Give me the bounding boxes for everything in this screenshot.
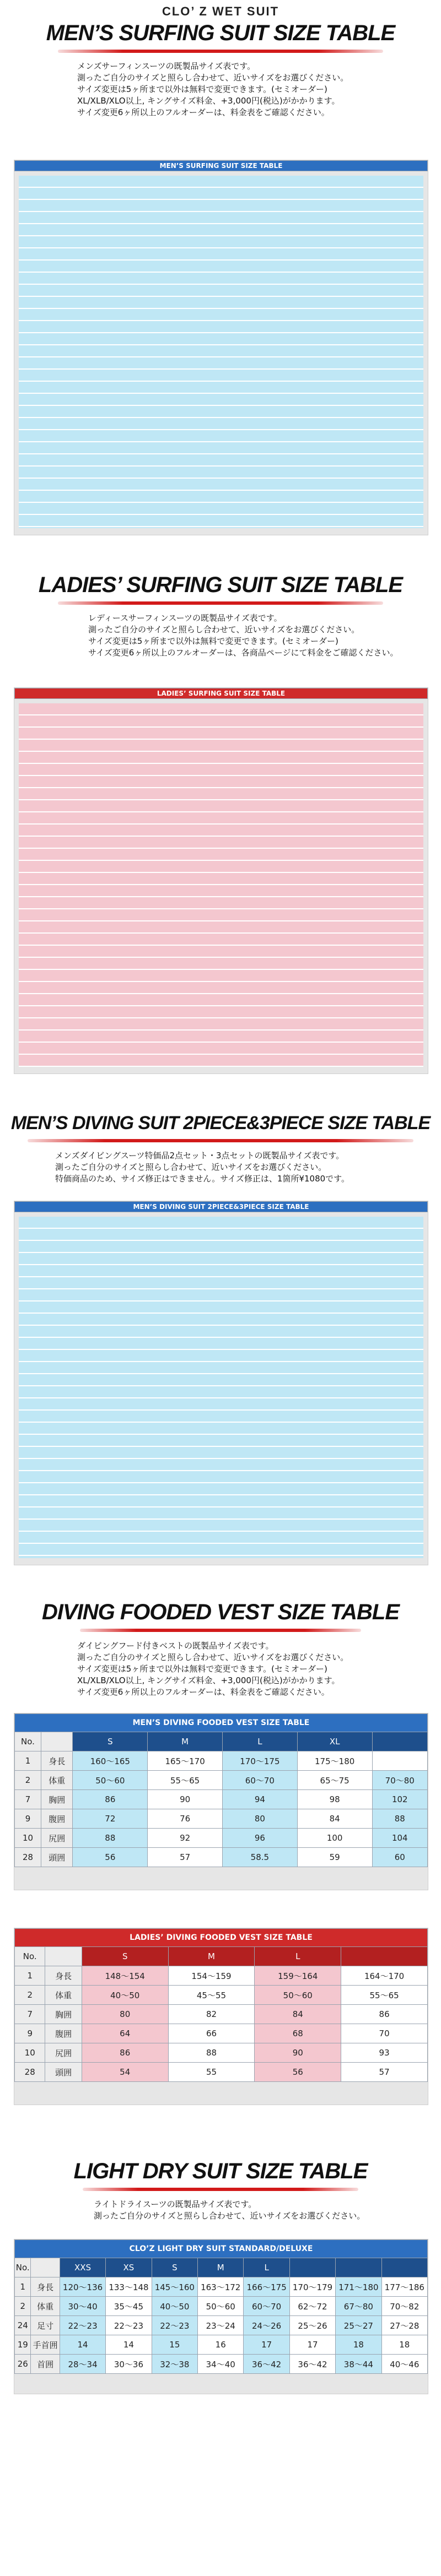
table-row (15, 2043, 428, 2063)
table-row (15, 2297, 428, 2316)
size-header: S (82, 1947, 168, 1966)
size-header: M (148, 1732, 223, 1751)
table-cell: 145〜160 (152, 2277, 197, 2297)
row-number: 26 (15, 2355, 31, 2374)
table-cell: 30〜40 (60, 2297, 105, 2316)
table-cell: 50〜60 (198, 2297, 244, 2316)
mens-surf-table-body (19, 176, 423, 528)
row-name: 体重 (31, 2297, 60, 2316)
row-name: 足寸 (31, 2316, 60, 2335)
table-cell: 84 (255, 2005, 341, 2024)
table-cell: 40〜46 (381, 2355, 427, 2374)
table-cell: 102 (372, 1790, 427, 1809)
table-cell: 100 (297, 1829, 372, 1848)
ladies-surf-table (14, 687, 428, 1074)
table-cell: 40〜50 (82, 1986, 168, 2005)
table-cell: 70〜80 (372, 1771, 427, 1790)
table-cell (372, 1751, 427, 1771)
table-cell: 88 (372, 1809, 427, 1829)
table-cell: 50〜60 (73, 1771, 148, 1790)
table-cell: 14 (60, 2335, 105, 2355)
row-number: 9 (15, 2024, 45, 2043)
table-cell: 22〜23 (60, 2316, 105, 2335)
table-cell: 82 (168, 2005, 255, 2024)
size-header: L (255, 1947, 341, 1966)
table-cell: 50〜60 (255, 1986, 341, 2005)
size-header: M (168, 1947, 255, 1966)
table-cell: 154〜159 (168, 1966, 255, 1986)
table-cell: 17 (289, 2335, 335, 2355)
table-cell: 80 (223, 1809, 298, 1829)
table-cell: 22〜23 (152, 2316, 197, 2335)
table-cell: 92 (148, 1829, 223, 1848)
table-cell: 86 (341, 2005, 428, 2024)
table-cell: 88 (73, 1829, 148, 1848)
table-row (15, 2277, 428, 2297)
row-name: 体重 (41, 1771, 73, 1790)
table-cell: 148〜154 (82, 1966, 168, 1986)
table-cell: 66 (168, 2024, 255, 2043)
table-cell: 177〜186 (381, 2277, 427, 2297)
table-cell: 86 (82, 2043, 168, 2063)
size-header (381, 2258, 427, 2277)
size-header: XS (106, 2258, 152, 2277)
size-header: XXS (60, 2258, 105, 2277)
mens-diving-table-header: MEN’S DIVING SUIT 2PIECE&3PIECE SIZE TABLE (15, 1202, 428, 1212)
table-cell: 133〜148 (106, 2277, 152, 2297)
no-label: No. (15, 1732, 41, 1751)
blank-cell (45, 1947, 82, 1966)
row-number: 2 (15, 2297, 31, 2316)
table-cell: 170〜179 (289, 2277, 335, 2297)
table-cell: 93 (341, 2043, 428, 2063)
table-cell: 70 (341, 2024, 428, 2043)
row-name: 手首囲 (31, 2335, 60, 2355)
mens-diving-underline (28, 1139, 413, 1142)
table-row (15, 2355, 428, 2374)
light-dry-notes: ライトドライスーツの既製品サイズ表です。 測ったご自分のサイズと照らし合わせて、近いサイズをお選びください。 (94, 2199, 365, 2221)
vest-underline (80, 1629, 361, 1632)
table-cell: 59 (297, 1848, 372, 1867)
table-cell: 164〜170 (341, 1966, 428, 1986)
row-name: 身長 (31, 2277, 60, 2297)
mens-surf-table-header: MEN’S SURFING SUIT SIZE TABLE (15, 161, 428, 171)
table-cell: 55〜65 (148, 1771, 223, 1790)
table-cell: 38〜44 (336, 2355, 381, 2374)
table-cell: 60 (372, 1848, 427, 1867)
ladies-surf-notes: レディースサーフィンスーツの既製品サイズ表です。 測ったご自分のサイズと照らし合わせて、近いサイズをお選びください。 サイズ変更は5ヶ所まで以外は無料で変更できます。(セミオーダー) サイズ変更6ヶ所以上のフルオーダーは、各商品ページにて料金をご確認ください。 (88, 613, 399, 658)
table-cell: 98 (297, 1790, 372, 1809)
table-row (15, 2316, 428, 2335)
blank-cell (41, 1732, 73, 1751)
size-header: S (73, 1732, 148, 1751)
table-header: CLO’Z LIGHT DRY SUIT STANDARD/DELUXE (15, 2240, 428, 2258)
table-cell: 175〜180 (297, 1751, 372, 1771)
table-cell: 163〜172 (198, 2277, 244, 2297)
ladies-surf-table-body (19, 703, 423, 1067)
table-row (15, 2024, 428, 2043)
size-header (372, 1732, 427, 1751)
ladies-surf-underline (58, 601, 383, 605)
mens-vest-table (14, 1713, 428, 1890)
table-row (15, 1809, 428, 1829)
size-header (341, 1947, 428, 1966)
row-name: 身長 (41, 1751, 73, 1771)
mens-diving-table-body (19, 1217, 423, 1558)
row-name: 頭囲 (45, 2063, 82, 2082)
row-name: 腹囲 (41, 1809, 73, 1829)
table-cell: 24〜26 (244, 2316, 289, 2335)
row-number: 9 (15, 1809, 41, 1829)
row-number: 28 (15, 2063, 45, 2082)
size-header: L (244, 2258, 289, 2277)
table-cell: 170〜175 (223, 1751, 298, 1771)
table-cell: 72 (73, 1809, 148, 1829)
row-number: 7 (15, 2005, 45, 2024)
table-header: MEN’S DIVING FOODED VEST SIZE TABLE (15, 1714, 428, 1732)
table-cell: 60〜70 (223, 1771, 298, 1790)
row-number: 19 (15, 2335, 31, 2355)
table-cell: 55〜65 (341, 1986, 428, 2005)
ladies-surf-title: LADIES’ SURFING SUIT SIZE TABLE (38, 573, 403, 597)
table-cell: 86 (73, 1790, 148, 1809)
table-cell: 25〜27 (336, 2316, 381, 2335)
table-cell: 171〜180 (336, 2277, 381, 2297)
table-cell: 56 (73, 1848, 148, 1867)
table-cell: 32〜38 (152, 2355, 197, 2374)
table-row (15, 1966, 428, 1986)
mens-surf-notes: メンズサーフィンスーツの既製品サイズ表です。 測ったご自分のサイズと照らし合わせて、近いサイズをお選びください。 サイズ変更は5ヶ所まで以外は無料で変更できます。(セミオーダー) XL/XLB/XLO以上, キングサイズ料金、+3,000円(税込)がかかります。 サイズ変更6ヶ所以上のフルオーダーは、料金表をご確認ください。 (77, 61, 349, 117)
vest-notes: ダイビングフード付きベストの既製品サイズ表です。 測ったご自分のサイズと照らし合わせて、近いサイズをお選びください。 サイズ変更は5ヶ所まで以外は無料で変更できます。(セミオーダー) XL/XLB/XLO以上, キングサイズ料金、+3,000円(税込)がかかります。 サイズ変更6ヶ所以上のフルオーダーは、料金表をご確認ください。 (77, 1641, 349, 1697)
table-cell: 14 (106, 2335, 152, 2355)
table-cell: 65〜75 (297, 1771, 372, 1790)
table-cell: 166〜175 (244, 2277, 289, 2297)
mens-surf-underline (58, 50, 383, 53)
table-cell: 67〜80 (336, 2297, 381, 2316)
row-name: 尻囲 (41, 1829, 73, 1848)
blank-cell (31, 2258, 60, 2277)
table-cell: 96 (223, 1829, 298, 1848)
row-name: 尻囲 (45, 2043, 82, 2063)
row-number: 24 (15, 2316, 31, 2335)
size-header: XL (297, 1732, 372, 1751)
light-dry-underline (83, 2188, 358, 2191)
table-cell: 57 (148, 1848, 223, 1867)
table-cell: 30〜36 (106, 2355, 152, 2374)
vest-title: DIVING FOODED VEST SIZE TABLE (41, 1600, 400, 1624)
table-cell: 15 (152, 2335, 197, 2355)
table-cell: 35〜45 (106, 2297, 152, 2316)
row-name: 頭囲 (41, 1848, 73, 1867)
row-name: 身長 (45, 1966, 82, 1986)
table-cell: 88 (168, 2043, 255, 2063)
table-cell: 70〜82 (381, 2297, 427, 2316)
row-name: 体重 (45, 1986, 82, 2005)
table-cell: 159〜164 (255, 1966, 341, 1986)
table-cell: 68 (255, 2024, 341, 2043)
row-name: 胸囲 (41, 1790, 73, 1809)
row-number: 28 (15, 1848, 41, 1867)
row-number: 1 (15, 2277, 31, 2297)
table-cell: 165〜170 (148, 1751, 223, 1771)
table-cell: 90 (148, 1790, 223, 1809)
no-label: No. (15, 1947, 45, 1966)
table-row (15, 2335, 428, 2355)
table-cell: 23〜24 (198, 2316, 244, 2335)
mens-diving-notes: メンズダイビングスーツ特価品2点セット・3点セットの既製品サイズ表です。 測ったご自分のサイズと照らし合わせて、近いサイズをお選びください。 特価商品のため、サイズ修正はできません。サイズ修正は、1箇所¥1080です。 (55, 1151, 349, 1184)
table-cell: 40〜50 (152, 2297, 197, 2316)
row-number: 10 (15, 1829, 41, 1848)
table-row (15, 1829, 428, 1848)
table-cell: 62〜72 (289, 2297, 335, 2316)
row-number: 1 (15, 1751, 41, 1771)
table-cell: 45〜55 (168, 1986, 255, 2005)
table-cell: 84 (297, 1809, 372, 1829)
table-cell: 58.5 (223, 1848, 298, 1867)
table-cell: 104 (372, 1829, 427, 1848)
mens-diving-table (14, 1201, 428, 1565)
table-cell: 18 (381, 2335, 427, 2355)
table-cell: 120〜136 (60, 2277, 105, 2297)
size-header (336, 2258, 381, 2277)
mens-surf-table (14, 160, 428, 535)
row-name: 腹囲 (45, 2024, 82, 2043)
ladies-vest-table (14, 1928, 428, 2105)
table-cell: 25〜26 (289, 2316, 335, 2335)
row-number: 1 (15, 1966, 45, 1986)
table-row (15, 1986, 428, 2005)
table-cell: 27〜28 (381, 2316, 427, 2335)
table-cell: 34〜40 (198, 2355, 244, 2374)
table-cell: 54 (82, 2063, 168, 2082)
table-row (15, 1751, 428, 1771)
table-cell: 76 (148, 1809, 223, 1829)
row-number: 10 (15, 2043, 45, 2063)
no-label: No. (15, 2258, 31, 2277)
table-cell: 22〜23 (106, 2316, 152, 2335)
table-cell: 160〜165 (73, 1751, 148, 1771)
table-cell: 60〜70 (244, 2297, 289, 2316)
ladies-surf-table-header: LADIES’ SURFING SUIT SIZE TABLE (15, 688, 428, 699)
table-cell: 55 (168, 2063, 255, 2082)
row-name: 首囲 (31, 2355, 60, 2374)
light-dry-title: LIGHT DRY SUIT SIZE TABLE (73, 2159, 368, 2183)
table-cell: 56 (255, 2063, 341, 2082)
table-row (15, 1790, 428, 1809)
table-cell: 16 (198, 2335, 244, 2355)
table-cell: 18 (336, 2335, 381, 2355)
table-cell: 36〜42 (289, 2355, 335, 2374)
row-number: 2 (15, 1986, 45, 2005)
table-row (15, 1848, 428, 1867)
table-cell: 94 (223, 1790, 298, 1809)
table-cell: 64 (82, 2024, 168, 2043)
size-header: L (223, 1732, 298, 1751)
table-cell: 80 (82, 2005, 168, 2024)
row-number: 2 (15, 1771, 41, 1790)
table-header: LADIES’ DIVING FOODED VEST SIZE TABLE (15, 1929, 428, 1947)
table-cell: 17 (244, 2335, 289, 2355)
brand-logo: CLO’ Z WET SUIT (162, 4, 279, 18)
table-row (15, 2063, 428, 2082)
mens-surf-title: MEN’S SURFING SUIT SIZE TABLE (46, 21, 395, 45)
row-name: 胸囲 (45, 2005, 82, 2024)
size-header (289, 2258, 335, 2277)
size-header: M (198, 2258, 244, 2277)
table-cell: 28〜34 (60, 2355, 105, 2374)
table-cell: 57 (341, 2063, 428, 2082)
table-row (15, 2005, 428, 2024)
size-header: S (152, 2258, 197, 2277)
table-cell: 90 (255, 2043, 341, 2063)
table-cell: 36〜42 (244, 2355, 289, 2374)
table-row (15, 1771, 428, 1790)
mens-diving-title: MEN’S DIVING SUIT 2PIECE&3PIECE SIZE TABLE (10, 1113, 431, 1134)
row-number: 7 (15, 1790, 41, 1809)
light-dry-table (14, 2239, 428, 2394)
